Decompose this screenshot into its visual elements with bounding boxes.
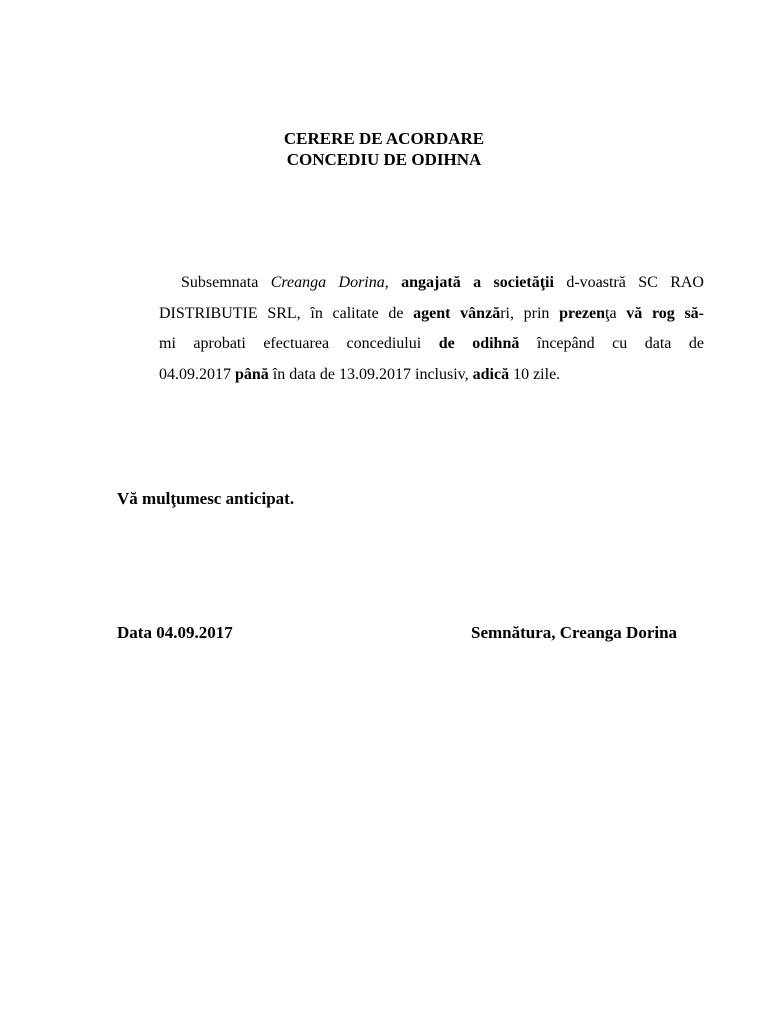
text-run-bold: să-	[674, 304, 705, 322]
text-run: DISTRIBUTIE SRL, în calitate de	[159, 304, 414, 322]
text-run-bold: ă	[492, 304, 501, 322]
text-run-bold: de odihnă	[438, 335, 520, 352]
paragraph-line-3	[159, 329, 704, 360]
text-run-bold: agent vânz	[413, 304, 493, 322]
text-run-bold: angajată a societăţii	[401, 274, 554, 291]
text-run: d-voastră SC RAO	[553, 274, 704, 291]
title-line-1: CERERE DE ACORDARE	[283, 129, 485, 148]
text-run: ţa	[605, 304, 627, 322]
paragraph-line-4	[159, 360, 704, 391]
title-line-2: CONCEDIU DE ODIHNA	[286, 150, 482, 169]
text-run: 10 zile.	[509, 365, 561, 383]
applicant-name: Creanga Dorina	[270, 274, 385, 291]
text-run-bold: prezen	[559, 304, 606, 322]
text-run: mi aprobati efectuarea concediului	[159, 335, 439, 352]
thanks-line: Vă mulţumesc anticipat.	[117, 489, 295, 508]
paragraph-line-1	[159, 268, 704, 299]
text-run: începând cu data de	[519, 335, 704, 352]
text-run-bold: până	[235, 365, 269, 383]
text-run: Subsemnata	[181, 274, 271, 291]
document-title	[0, 128, 768, 170]
date-line: Data 04.09.2017	[117, 623, 233, 642]
text-run: 04.09.2017	[159, 365, 235, 383]
signature-line: Semnătura, Creanga Dorina	[471, 623, 678, 642]
text-run-bold: adică	[472, 365, 510, 383]
text-run: în data de 13.09.2017 inclusiv,	[268, 365, 473, 383]
request-paragraph	[159, 268, 704, 390]
text-run-bold: vă rog	[626, 304, 675, 322]
text-run: ri, prin	[500, 304, 560, 322]
text-run: ,	[384, 274, 402, 291]
paragraph-line-2	[159, 299, 704, 330]
